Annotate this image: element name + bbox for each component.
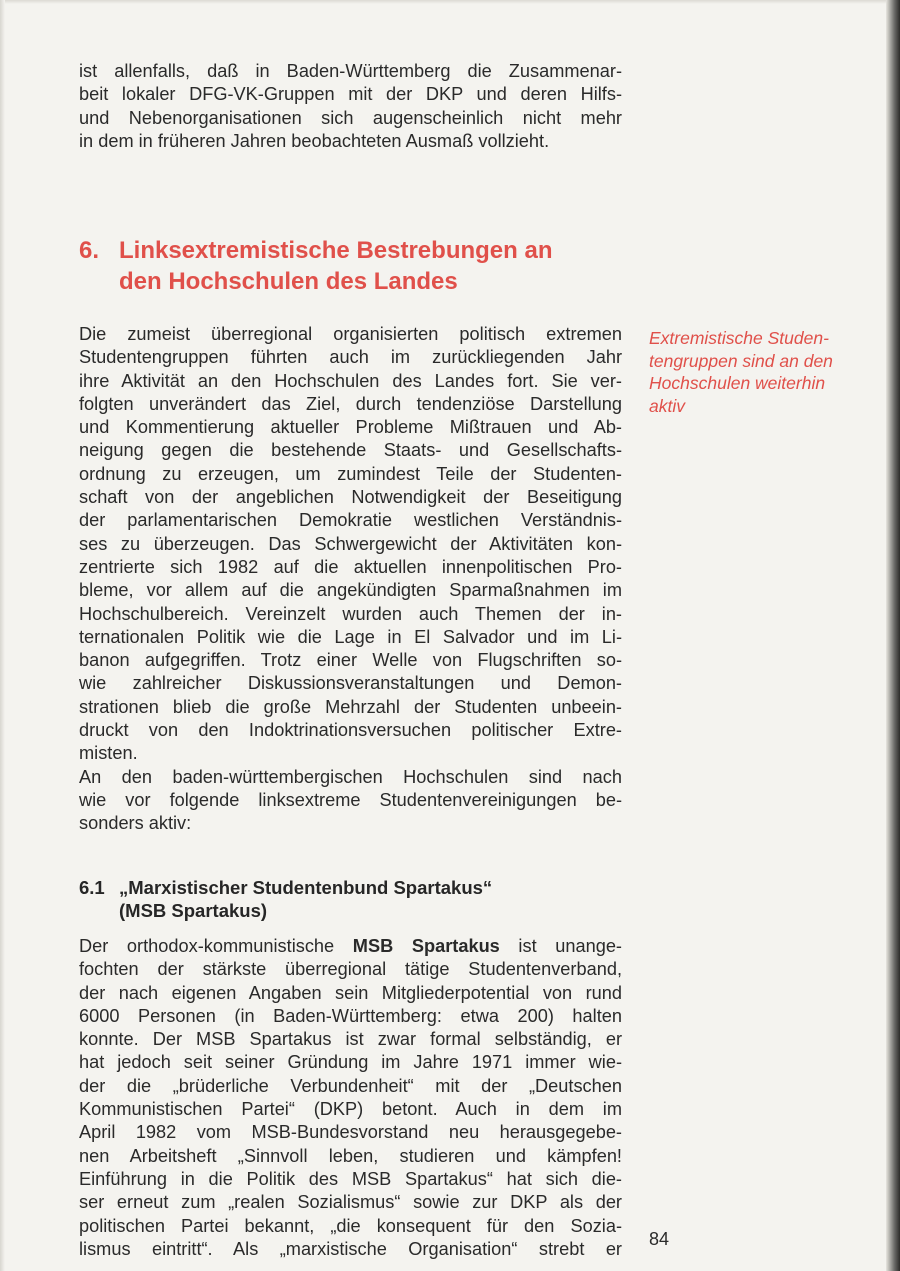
margin-note-line: tengruppen sind an den	[649, 350, 833, 371]
body-line: Hochschulbereich. Vereinzelt wurden auch Themen der in-	[79, 603, 622, 624]
body-line: ihre Aktivität an den Hochschulen des Landes fort. Sie ver-	[79, 370, 622, 391]
body-line: ser erneut zum „realen Sozialismus“ sowie zur DKP als der	[79, 1192, 622, 1213]
intro-line: ist allenfalls, daß in Baden-Württemberg die Zusammenar-	[79, 61, 622, 81]
page-number: 84	[649, 1229, 670, 1249]
margin-note-line: Hochschulen weiterhin	[649, 373, 826, 393]
page-top-edge	[0, 0, 900, 4]
body-line: neigung gegen die bestehende Staats- und Gesellschafts-	[79, 440, 622, 461]
body-line: strationen blieb die große Mehrzahl der Studenten unbeein-	[79, 696, 622, 717]
body-text: ist unange-	[499, 936, 622, 956]
intro-line: in dem in früheren Jahren beobachteten Ausmaß vollzieht.	[79, 130, 550, 151]
body-line: nen Arbeitsheft „Sinnvoll leben, studieren und kämpfen!	[79, 1145, 622, 1166]
body-bold-term: MSB Spartakus	[352, 936, 500, 956]
page-left-edge	[0, 0, 5, 1271]
body-line: politischen Partei bekannt, „die konsequent für den Sozia-	[79, 1215, 622, 1236]
body-line: zentrierte sich 1982 auf die aktuellen innenpolitischen Pro-	[79, 556, 622, 577]
body-line: wie vor folgende linksextreme Studentenvereinigungen be-	[79, 789, 622, 810]
body-line: wie zahlreicher Diskussionsveranstaltungen und Demon-	[79, 673, 622, 694]
body-line: April 1982 vom MSB-Bundesvorstand neu herausgegebe-	[79, 1122, 622, 1143]
body-line: konnte. Der MSB Spartakus ist zwar formal selbständig, er	[79, 1029, 622, 1050]
body-line: und Kommentierung aktueller Probleme Mißtrauen und Ab-	[79, 417, 622, 438]
body-line: lismus eintritt“. Als „marxistische Organisation“ strebt er	[79, 1238, 622, 1259]
section-6-1-title-line2: (MSB Spartakus)	[119, 900, 268, 921]
section-6-1-number: 6.1	[79, 877, 105, 898]
section-6-number: 6.	[79, 237, 100, 264]
body-line: ternationalen Politik wie die Lage in El Salvador und im Li-	[79, 626, 622, 647]
intro-paragraph	[79, 60, 622, 153]
body-line: ses zu überzeugen. Das Schwergewicht der Aktivitäten kon-	[79, 533, 622, 554]
body-line: Kommunistischen Partei“ (DKP) betont. Auch in dem im	[79, 1099, 622, 1120]
body-line: Studentengruppen führten auch im zurückliegenden Jahr	[79, 347, 622, 368]
body-line: bleme, vor allem auf die angekündigten Sparmaßnahmen im	[79, 580, 622, 601]
body-line: der parlamentarischen Demokratie westlichen Verständnis-	[79, 510, 622, 531]
body-line: fochten der stärkste überregional tätige Studentenverband,	[79, 959, 622, 980]
body-line: der nach eigenen Angaben sein Mitgliederpotential von rund	[79, 982, 622, 1003]
body-line: hat jedoch seit seiner Gründung im Jahre 1971 immer wie-	[79, 1052, 622, 1073]
body-line: druckt von den Indoktrinationsversuchen politischer Extre-	[79, 720, 622, 741]
section-6-1-body	[79, 935, 622, 1261]
body-text: Der orthodox-kommunistische	[79, 936, 353, 956]
body-line: 6000 Personen (in Baden-Württemberg: etwa 200) halten	[79, 1005, 622, 1026]
margin-note-line: aktiv	[649, 395, 685, 416]
body-line: schaft von der angeblichen Notwendigkeit der Beseitigung	[79, 487, 622, 508]
body-line: ordnung zu erzeugen, um zumindest Teile der Studenten-	[79, 463, 622, 484]
body-line: Die zumeist überregional organisierten politisch extremen	[79, 324, 622, 344]
body-line: misten.	[79, 743, 138, 764]
body-line: Einführung in die Politik des MSB Spartakus“ hat sich die-	[79, 1168, 622, 1189]
margin-note	[649, 327, 874, 417]
body-line: An den baden-württembergischen Hochschulen sind nach	[79, 766, 622, 787]
section-6-1-title-line1: „Marxistischer Studentenbund Spartakus“	[119, 877, 493, 898]
section-6-body	[79, 323, 622, 836]
page-binding-edge	[886, 0, 900, 1271]
section-6-1-heading	[79, 876, 639, 922]
intro-line: und Nebenorganisationen sich augenscheinlich nicht mehr	[79, 107, 622, 128]
body-line: sonders aktiv:	[79, 813, 192, 834]
body-line: banon aufgegriffen. Trotz einer Welle von Flugschriften so-	[79, 650, 622, 671]
body-line: folgten unverändert das Ziel, durch tendenziöse Darstellung	[79, 393, 622, 414]
intro-line: beit lokaler DFG-VK-Gruppen mit der DKP und deren Hilfs-	[79, 84, 622, 105]
body-line: der die „brüderliche Verbundenheit“ mit der „Deutschen	[79, 1075, 622, 1096]
section-6-heading	[79, 235, 639, 297]
section-6-title-line2: den Hochschulen des Landes	[119, 268, 458, 295]
section-6-title-line1: Linksextremistische Bestrebungen an	[119, 237, 553, 264]
body-line-first	[79, 935, 622, 958]
margin-note-line: Extremistische Studen-	[649, 328, 829, 348]
